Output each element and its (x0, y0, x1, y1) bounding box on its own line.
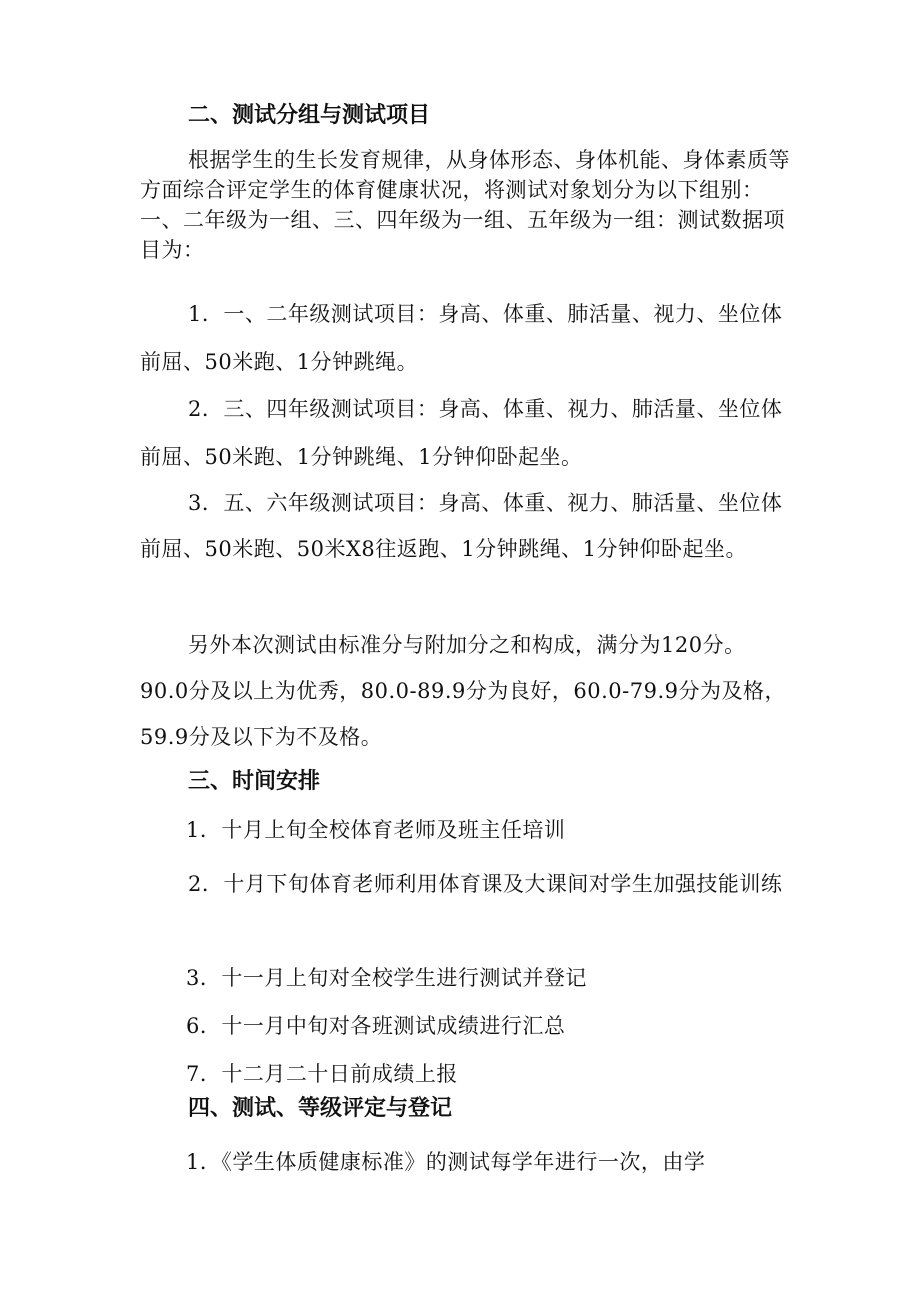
section-3-item-7: 7．十二月二十日前成绩上报 (186, 1062, 458, 1086)
section-2-heading: 二、测试分组与测试项目 (188, 103, 431, 128)
section-4-heading: 四、测试、等级评定与登记 (188, 1096, 453, 1121)
section-2-item-2: 2．三、四年级测试项目：身高、体重、视力、肺活量、坐位体前屈、50米跑、1分钟跳绳、1分钟仰卧起坐。 (140, 397, 783, 469)
section-2-scoring: 另外本次测试由标准分与附加分之和构成，满分为120分。90.0分及以上为优秀，80.0-89.9分为良好，60.0-79.9分为及格，59.9分及以下为不及格。 (140, 633, 786, 749)
section-3-item-2: 2．十月下旬体育老师利用体育课及大课间对学生加强技能训练 (188, 872, 783, 896)
section-3-heading: 三、时间安排 (188, 769, 321, 794)
section-3-item-6: 6．十一月中旬对各班测试成绩进行汇总 (186, 1014, 566, 1038)
section-2-item-3: 3．五、六年级测试项目：身高、体重、视力、肺活量、坐位体前屈、50米跑、50米X8往返跑、1分钟跳绳、1分钟仰卧起坐。 (140, 491, 783, 561)
section-3-item-3: 3．十一月上旬对全校学生进行测试并登记 (186, 966, 587, 990)
section-3-item-1: 1．十月上旬全校体育老师及班主任培训 (186, 818, 566, 842)
section-4-item-1: 1．《学生体质健康标准》的测试每学年进行一次，由学 (186, 1150, 706, 1174)
section-2-intro: 根据学生的生长发育规律，从身体形态、身体机能、身体素质等方面综合评定学生的体育健康状况，将测试对象划分为以下组别：一、二年级为一组、三、四年级为一组、五年级为一组：测试数据项目为： (140, 148, 790, 262)
section-2-item-1: 1．一、二年级测试项目：身高、体重、肺活量、视力、坐位体前屈、50米跑、1分钟跳绳。 (140, 302, 783, 374)
